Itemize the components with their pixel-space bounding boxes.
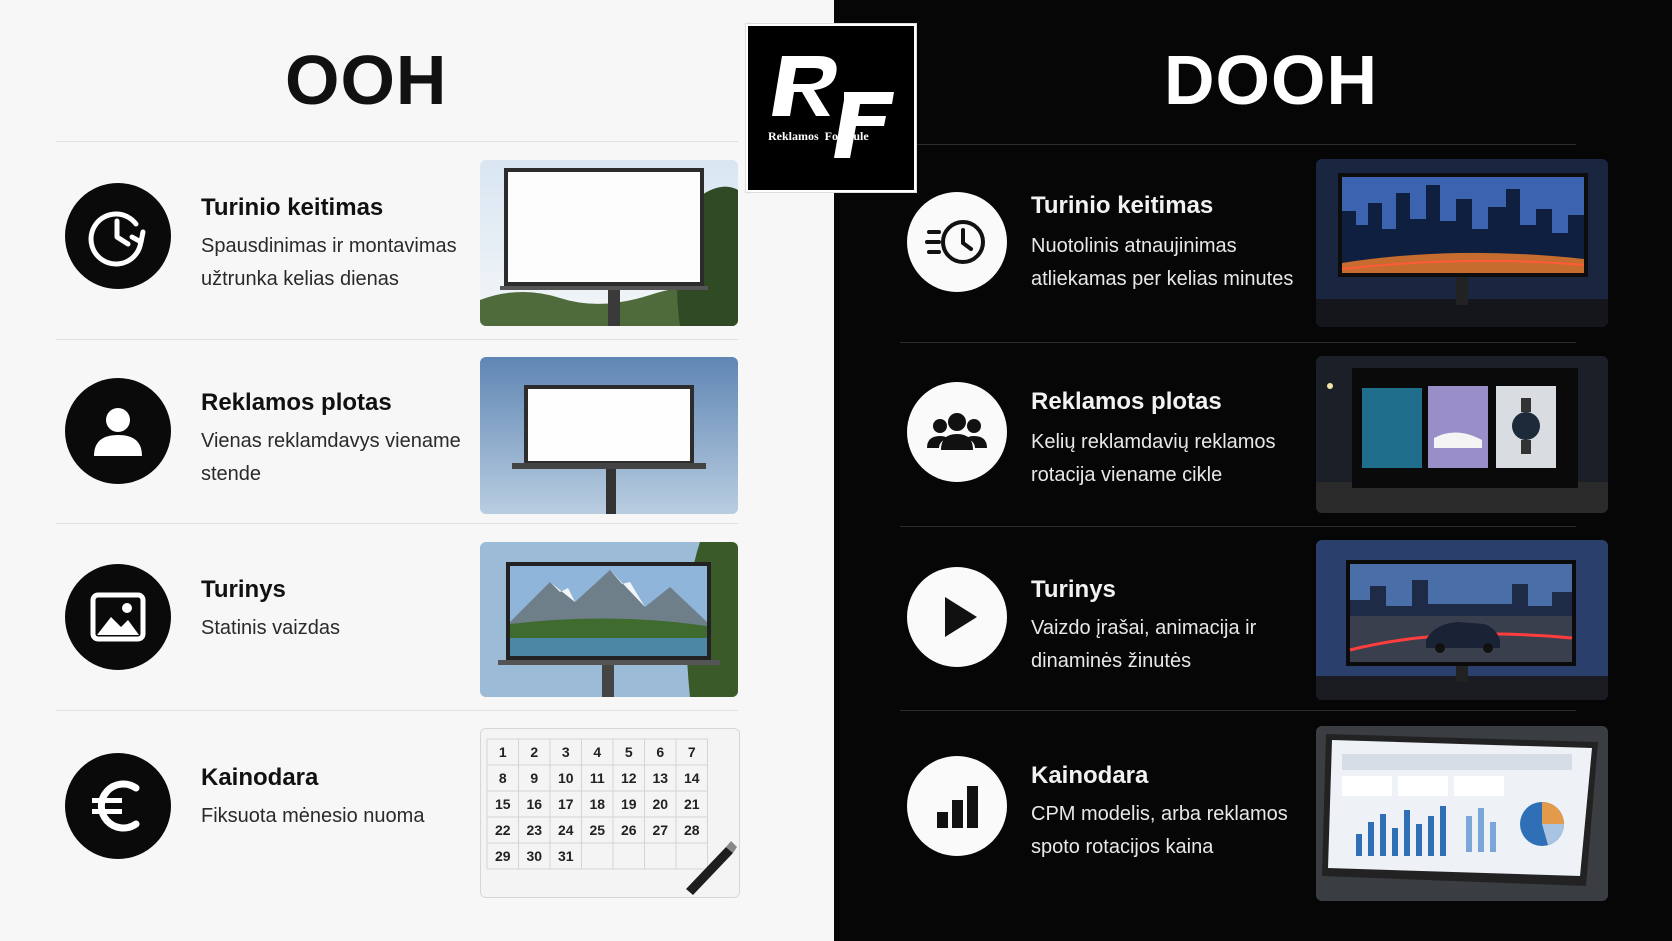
dooh-title: DOOH <box>1164 41 1378 119</box>
blank-billboard-sky-photo <box>480 357 738 514</box>
calendar-photo <box>480 728 740 898</box>
calendar-day: 30 <box>526 848 543 864</box>
row-description: Fiksuota mėnesio nuoma <box>201 805 425 827</box>
dooh-panel <box>834 0 1672 941</box>
calendar-day: 19 <box>620 796 637 812</box>
row-title: Turinio keitimas <box>201 194 384 221</box>
calendar-day: 1 <box>498 744 507 760</box>
calendar-day: 15 <box>494 796 511 812</box>
row-title: Turinys <box>201 576 286 603</box>
calendar-day: 23 <box>526 822 543 838</box>
row-description: Spausdinimas ir montavimas užtrunka kelias dienas <box>201 235 457 290</box>
row-title: Turinio keitimas <box>1031 192 1214 219</box>
calendar-day: 6 <box>656 744 665 760</box>
row-description: Vienas reklamdavys viename stende <box>201 430 461 485</box>
calendar-day: 10 <box>557 770 574 786</box>
divider <box>900 710 1576 711</box>
logo-monogram <box>748 26 914 190</box>
calendar-day: 8 <box>498 770 507 786</box>
divider <box>56 710 738 711</box>
calendar-day: 12 <box>620 770 637 786</box>
calendar-day: 11 <box>589 770 605 786</box>
logo-word-formule: Formule <box>824 129 869 143</box>
calendar-day: 24 <box>557 822 574 838</box>
row-title: Reklamos plotas <box>1031 388 1222 415</box>
logo-wordmark <box>768 129 869 144</box>
person-icon <box>65 378 171 484</box>
ooh-panel <box>0 0 834 941</box>
bar-chart-icon <box>907 756 1007 856</box>
calendar-day: 9 <box>530 770 539 786</box>
row-title: Kainodara <box>201 764 319 791</box>
calendar-day: 28 <box>683 822 700 838</box>
calendar-day: 22 <box>494 822 511 838</box>
row-description: Kelių reklamdavių reklamos rotacija viename cikle <box>1031 431 1276 486</box>
divider <box>56 523 738 524</box>
row-description: CPM modelis, arba reklamos spoto rotacijos kaina <box>1031 803 1288 858</box>
clock-refresh-icon <box>65 183 171 289</box>
image-icon <box>65 564 171 670</box>
blank-billboard-photo <box>480 160 738 326</box>
calendar-day: 27 <box>652 822 669 838</box>
calendar-day: 4 <box>593 744 602 760</box>
multi-ad-screen-photo <box>1316 356 1608 513</box>
fast-clock-icon <box>907 192 1007 292</box>
calendar-day: 16 <box>526 796 543 812</box>
divider <box>900 342 1576 343</box>
mountain-billboard-photo <box>480 542 738 697</box>
row-title: Reklamos plotas <box>201 389 392 416</box>
row-description: Vaizdo įrašai, animacija ir dinaminės žinutės <box>1031 617 1257 672</box>
car-video-screen-photo <box>1316 540 1608 700</box>
divider <box>900 144 1576 145</box>
calendar-day: 5 <box>624 744 633 760</box>
row-description: Statinis vaizdas <box>201 617 340 639</box>
calendar-day: 3 <box>561 744 570 760</box>
calendar-day: 25 <box>589 822 606 838</box>
group-icon <box>907 382 1007 482</box>
calendar-day: 31 <box>557 848 574 864</box>
analytics-dashboard-photo <box>1316 726 1608 901</box>
calendar-day: 2 <box>530 744 539 760</box>
calendar-day: 29 <box>494 848 511 864</box>
row-title: Kainodara <box>1031 762 1149 789</box>
ooh-title: OOH <box>285 41 448 119</box>
calendar-day: 18 <box>589 796 606 812</box>
reklamos-formule-logo <box>746 24 916 192</box>
calendar-day: 17 <box>557 796 574 812</box>
row-description: Nuotolinis atnaujinimas atliekamas per kelias minutes <box>1031 235 1294 290</box>
city-screen-photo <box>1316 159 1608 327</box>
calendar-day: 13 <box>652 770 669 786</box>
calendar-day: 21 <box>683 796 700 812</box>
calendar-day: 14 <box>683 770 700 786</box>
logo-word-reklamos: Reklamos <box>768 129 819 143</box>
divider <box>900 526 1576 527</box>
calendar-day: 20 <box>652 796 669 812</box>
calendar-day: 7 <box>687 744 696 760</box>
euro-icon <box>65 753 171 859</box>
divider <box>56 339 738 340</box>
calendar-day: 26 <box>620 822 637 838</box>
divider <box>56 141 738 142</box>
row-title: Turinys <box>1031 576 1116 603</box>
play-icon <box>907 567 1007 667</box>
